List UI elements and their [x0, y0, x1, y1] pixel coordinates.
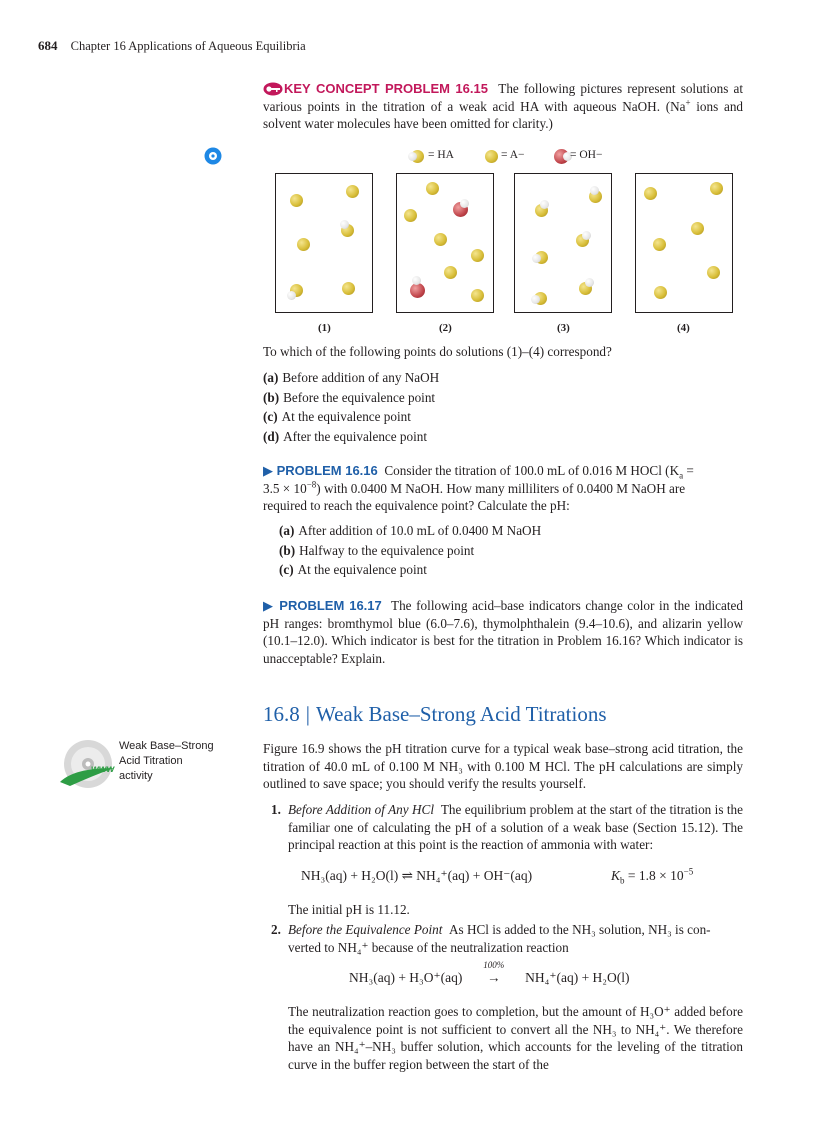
- section-title: Weak Base–Strong Acid Titrations: [315, 702, 607, 726]
- media-disc-icon[interactable]: [204, 147, 222, 170]
- step-1-number: 1.: [271, 802, 281, 817]
- section-number: 16.8: [263, 702, 300, 726]
- p16-option-c: At the equivalence point: [297, 562, 427, 577]
- key-concept-text-b: ions and solvent water molecules have been omitted for clarity.): [263, 98, 744, 131]
- running-title: Chapter 16 Applications of Aqueous Equilibria: [70, 39, 306, 53]
- key-concept-text-a: The following pictures represent solutions at various points in the titration of a weak acid HA with aqueous NaOH. (Na: [263, 81, 743, 114]
- p16-option-b: Halfway to the equivalence point: [299, 542, 475, 558]
- option-d: After the equivalence point: [283, 428, 428, 444]
- equation-1-kb: $K_b = 1.8 \times 10^{-5}$: [611, 866, 694, 886]
- running-header: [38, 38, 306, 54]
- key-concept-question: To which of the following points do solutions (1)–(4) correspond?: [263, 344, 612, 359]
- solution-box-4: [635, 173, 733, 313]
- step-1: [288, 801, 743, 854]
- solution-box-1: [275, 173, 373, 313]
- web-activity-icon[interactable]: [58, 738, 116, 799]
- step-2-tail: The neutralization reaction goes to completion, but the amount of H₃O⁺ added before the equivalence point is not sufficient to convert all the NH₃ to NH₄⁺. We therefore have an NH₄⁺–NH₃ buffer solution, which accounts for the leveling of the titration curve in the buffer region between the start of the: [288, 1004, 743, 1072]
- problem-16-17: [263, 597, 743, 667]
- initial-ph: The initial pH is 11.12.: [288, 902, 410, 917]
- p16-option-a: After addition of 10.0 mL of 0.0400 M NaOH: [298, 523, 542, 538]
- legend-a: = A−: [501, 149, 525, 161]
- section-heading: 16.8 | Weak Base–Strong Acid Titrations: [263, 702, 607, 726]
- box-label-1: (1): [318, 322, 331, 334]
- page-number: 684: [38, 38, 58, 53]
- intro-paragraph: Figure 16.9 shows the pH titration curve for a typical weak base–strong acid titration, the titration of 40.0 mL of 0.100 M NH₃ with 0.100 M HCl. The pH calculations are simply outlined to save space; you should verify the results yourself.: [263, 741, 743, 791]
- problem-16-16-options: (a) After addition of 10.0 mL of 0.0400 M NaOH (b) Halfway to the equivalence point (c) At the equivalence point: [279, 523, 542, 577]
- equation-2: NH₃(aq) + H₃O⁺(aq) 100% → NH₄⁺(aq) + H₂O(l): [349, 960, 630, 985]
- key-concept-intro: KEY CONCEPT PROBLEM 16.15 The following pictures represent solutions at various points in the titration of a weak acid HA with aqueous NaOH. (Na+ ions and solvent water molecules have been omitted for clarity.): [263, 81, 744, 131]
- equation-1: NH₃(aq) + H₂O(l) ⇌ NH₄⁺(aq) + OH⁻(aq): [301, 868, 533, 883]
- legend-oh: = OH−: [570, 149, 603, 161]
- option-b: Before the equivalence point: [283, 389, 436, 405]
- problem-16-17-label: ▶ PROBLEM 16.17: [263, 598, 382, 613]
- a-minus-icon: [485, 149, 499, 163]
- problem-16-16: ▶ PROBLEM 16.16 Consider the titration of 100.0 mL of 0.016 M HOCl ($K_a$ = $3.5 \times 10^{-8}$) with 0.0400 M NaOH. How many milliliters of 0.0400 M NaOH are required to reach the equivalence point? Calculate the pH:: [263, 463, 694, 513]
- box-label-4: (4): [677, 322, 690, 334]
- box-label-3: (3): [557, 322, 570, 334]
- step-2-number: 2.: [271, 922, 281, 937]
- www-label: www: [91, 764, 115, 775]
- key-concept-label: KEY CONCEPT PROBLEM 16.15: [284, 81, 488, 96]
- problem-16-16-label: ▶ PROBLEM 16.16: [263, 463, 378, 478]
- arrow-label: 100%: [483, 960, 505, 970]
- step-2: Before the Equivalence Point As HCl is added to the NH₃ solution, NH₃ is con- verted to NH₄⁺ because of the neutralization reaction: [288, 922, 711, 955]
- step-1-heading: Before Addition of Any HCl: [288, 802, 434, 817]
- sidebar-activity-label[interactable]: Weak Base–Strong Acid Titration activity: [119, 740, 214, 782]
- step-1-text: The equilibrium problem at the start of the titration is the familiar one of calculating the pH of a solution of a weak base (Section 15.12). The principal reaction at this point is the reaction of ammonia with water:: [288, 802, 744, 852]
- problem-16-17-text: The following acid–base indicators change color in the indicated pH ranges: bromthymol blue (6.0–7.6), thymolphthalein (9.4–10.6), and alizarin yellow (10.1–12.0). Which indicator is best for the titration in Problem 16.16? Which indicator is unacceptable? Explain.: [263, 598, 743, 666]
- option-a: Before addition of any NaOH: [282, 370, 440, 385]
- box-label-2: (2): [439, 322, 452, 334]
- option-c: At the equivalence point: [281, 409, 411, 424]
- solution-box-3: [514, 173, 612, 313]
- key-concept-options: (a) Before addition of any NaOH (b) Before the equivalence point (c) At the equivalence point (d) After the equivalence point: [263, 370, 440, 444]
- step-2-heading: Before the Equivalence Point: [288, 922, 443, 937]
- legend-ha: = HA: [428, 149, 454, 161]
- solution-box-2: [396, 173, 494, 313]
- legend: [408, 149, 608, 165]
- ha-molecule-icon: [408, 149, 430, 163]
